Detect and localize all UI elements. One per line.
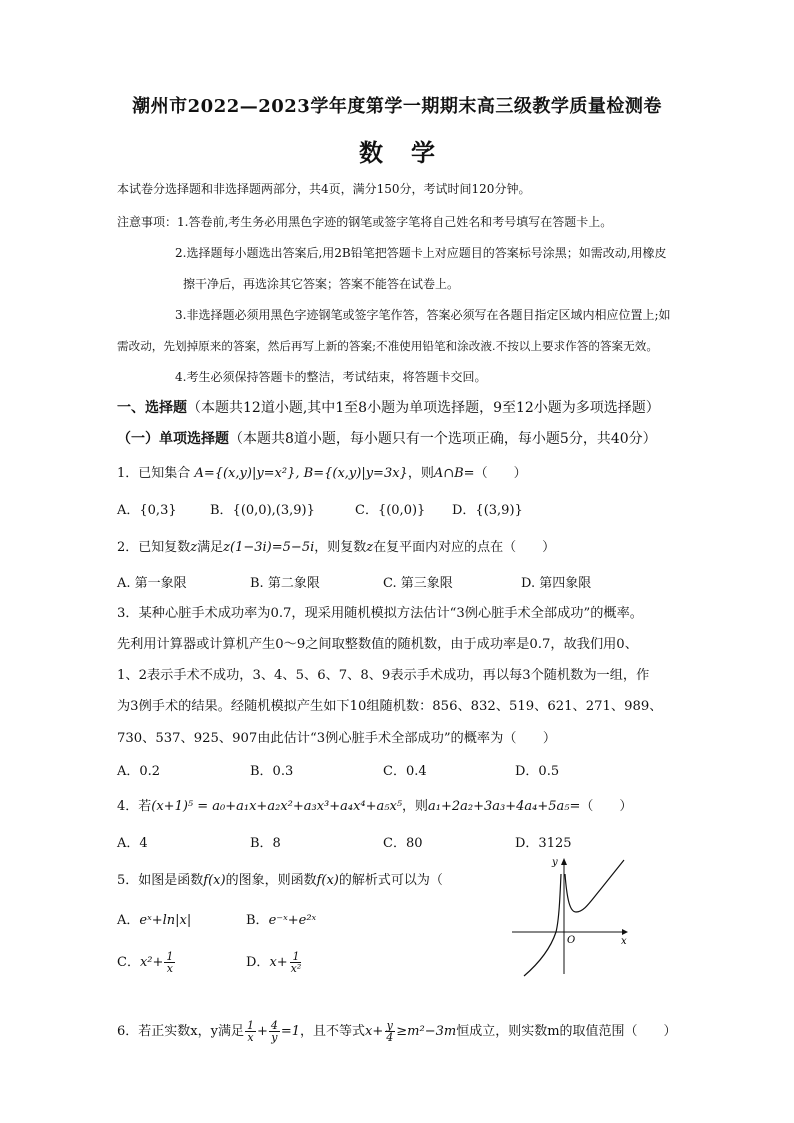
q5-d-frac-num: 1 <box>292 950 300 963</box>
part-1-heading <box>117 430 657 448</box>
q3-option-d: D．0.5 <box>515 764 560 779</box>
q5-c-frac-num: 1 <box>166 950 174 963</box>
q1-number: 1． <box>117 466 139 481</box>
q2-var-2: z <box>366 540 374 555</box>
q5-option-a <box>117 912 191 930</box>
subject-title: 数学 <box>359 138 463 167</box>
q4-number: 4．若 <box>117 799 152 814</box>
q5-option-a-label: A． <box>117 913 140 928</box>
note-4: 4.考生必须保持答题卡的整洁，考试结束，将答题卡交回。 <box>175 370 487 384</box>
section-1-title: 一、选择题 <box>117 400 187 416</box>
intro-text: 本试卷分选择题和非选择题两部分，共4页，满分150分，考试时间120分钟。 <box>117 182 531 196</box>
graph-x-label: x <box>621 936 627 947</box>
graph-origin-label: O <box>567 935 576 946</box>
q6-eq-tail: =1 <box>280 1024 301 1039</box>
q4-option-c: C．80 <box>383 836 423 851</box>
q1-text-a: 已知集合 <box>138 466 191 481</box>
part-1-title: （一）单项选择题 <box>117 431 229 447</box>
q1-text-b: ，则 <box>407 466 434 481</box>
note-2b: 擦干净后，再选涂其它答案；答案不能答在试卷上。 <box>183 277 460 291</box>
q2-text-d: 在复平面内对应的点在（ ） <box>373 540 556 555</box>
q5-option-d-fraction <box>289 951 304 974</box>
q5-option-c <box>117 950 176 976</box>
q3-line-3: 1、2表示手术不成功，3、4、5、6、7、8、9表示手术成功，再以每3个随机数为一组，作 <box>117 668 650 683</box>
q5-option-d-label: D． <box>246 955 270 970</box>
q2-var: z <box>190 540 198 555</box>
graph-right-branch <box>565 860 624 912</box>
q5-option-d-lead: x+ <box>269 955 288 970</box>
q3-line-2: 先利用计算器或计算机产生0～9之间取整数值的随机数，由于成功率是0.7，故我们用0、 <box>117 637 638 652</box>
q2-number: 2． <box>117 540 139 555</box>
q5-text-b: 的图象，则函数 <box>225 873 317 888</box>
notes-label: 注意事项： <box>117 215 178 229</box>
q2-option-a: A. 第一象限 <box>117 576 187 591</box>
q4-option-b: B．8 <box>250 836 281 851</box>
q4-paren: （ ） <box>580 799 633 814</box>
q3-line-4: 为3例手术的结果。经随机模拟产生如下10组随机数：856、832、519、621、271、989、 <box>117 699 663 714</box>
q4-option-a: A．4 <box>117 836 148 851</box>
q5-option-b-label: B． <box>246 913 269 928</box>
q2-text-a: 已知复数 <box>138 540 191 555</box>
q2-eq: z(1−3i)=5−5i <box>223 540 315 555</box>
note-1 <box>117 213 612 231</box>
q5-c-frac-den: x <box>166 962 173 975</box>
q4-expr: a₁+2a₂+3a₃+4a₄+5a₅= <box>428 799 581 814</box>
q5-text-c: 的解析式可以为（ <box>338 873 443 888</box>
q6-text-b: ，且不等式 <box>300 1024 366 1039</box>
graph-x-arrow <box>622 929 628 935</box>
q1-expr: A∩B= <box>433 466 475 481</box>
note-3b: 需改动，先划掉原来的答案，然后再写上新的答案;不准使用铅笔和涂改液.不按以上要求作答的答案无效。 <box>117 339 658 353</box>
graph-y-arrow <box>561 858 567 865</box>
q2-option-b: B. 第二象限 <box>250 576 320 591</box>
graph-left-branch <box>524 874 561 976</box>
q5-option-b <box>246 912 316 930</box>
q3-option-b: B．0.3 <box>250 764 294 779</box>
q3-line-1: 3．某种心脏手术成功率为0.7，现采用随机模拟方法估计“3例心脏手术全部成功”的概率。 <box>117 606 643 621</box>
q5-option-c-fraction <box>164 951 175 974</box>
question-6: 6．若正实数x，y满足 $\frac{1}{x}$ + $\frac{4}{y}$ =1，且不等式x+ $\frac{y}{4}$ ≥m²−3m恒成立，则实数m的取值范围（ ） <box>117 1019 677 1044</box>
note-2a: 2.选择题每小题选出答案后,用2B铅笔把答题卡上对应题目的答案标号涂黑；如需改动,用橡皮 <box>175 246 667 260</box>
q1-option-d: D．{(3,9)} <box>452 503 523 518</box>
q3-option-a: A．0.2 <box>117 764 161 779</box>
q4-text-b: ，则 <box>402 799 429 814</box>
q5-text-a: 5．如图是函数 <box>117 873 204 888</box>
q5-option-a-expr: eˣ+ln|x| <box>139 913 192 928</box>
q5-option-d <box>246 950 304 976</box>
q6-text-c: 恒成立，则实数m的取值范围（ ） <box>456 1024 677 1039</box>
q1-set-a: A={(x,y)|y=x²}, <box>194 466 300 481</box>
part-1-note: （本题共8道小题，每小题只有一个选项正确，每小题5分，共40分） <box>229 431 657 447</box>
q6-ineq-lead: x+ <box>365 1024 384 1039</box>
q6-frac-3 <box>384 1020 395 1043</box>
q1-paren: （ ） <box>474 466 527 481</box>
exam-title: 潮州市2022—2023学年度第学一期期末高三级教学质量检测卷 <box>132 96 662 117</box>
q6-frac-1 <box>245 1020 256 1043</box>
q4-option-d: D．3125 <box>515 836 572 851</box>
q6-f2-num: 4 <box>270 1019 278 1032</box>
question-4 <box>117 798 632 816</box>
q6-ineq-tail: ≥m²−3m <box>396 1024 457 1039</box>
q1-set-b: B={(x,y)|y=3x} <box>303 466 408 481</box>
q3-line-5: 730、537、925、907由此估计“3例心脏手术全部成功”的概率为（ ） <box>117 731 557 746</box>
q6-frac-2 <box>269 1020 280 1043</box>
q5-fx: f(x) <box>203 873 226 888</box>
note-1-text: 1.答卷前,考生务必用黑色字迹的钢笔或签字笔将自己姓名和考号填写在答题卡上。 <box>177 215 613 229</box>
q5-option-b-expr: e⁻ˣ+e²ˣ <box>268 913 317 928</box>
q6-f1-num: 1 <box>246 1019 254 1032</box>
q6-text-a: 6．若正实数x，y满足 <box>117 1024 244 1039</box>
q1-option-b: B．{(0,0),(3,9)} <box>210 503 315 518</box>
q6-f2-den: y <box>271 1031 278 1044</box>
q2-option-d: D. 第四象限 <box>521 576 592 591</box>
question-5 <box>117 872 443 890</box>
q5-function-graph <box>508 852 638 977</box>
q1-option-a: A．{0,3} <box>117 503 177 518</box>
q6-f3-num: y <box>386 1019 393 1032</box>
q2-option-c: C. 第三象限 <box>383 576 453 591</box>
question-2 <box>117 539 555 557</box>
note-3a: 3.非选择题必须用黑色字迹钢笔或签字笔作答，答案必须写在各题目指定区域内相应位置上;如 <box>175 308 671 322</box>
q2-text-b: 满足 <box>197 540 224 555</box>
graph-y-label: y <box>552 857 558 868</box>
question-1 <box>117 465 527 483</box>
q6-f3-den: 4 <box>386 1031 394 1044</box>
q5-d-frac-den: x² <box>290 962 302 975</box>
section-1-note: （本题共12道小题,其中1至8小题为单项选择题，9至12小题为多项选择题） <box>187 400 660 416</box>
q5-fx-2: f(x) <box>316 873 339 888</box>
q3-option-c: C．0.4 <box>383 764 427 779</box>
section-1-heading <box>117 399 660 417</box>
q1-option-c: C．{(0,0)} <box>355 503 426 518</box>
q6-f1-den: x <box>247 1031 254 1044</box>
q5-option-c-label: C． <box>117 955 140 970</box>
q4-eq: (x+1)⁵ = a₀+a₁x+a₂x²+a₃x³+a₄x⁴+a₅x⁵ <box>151 799 403 814</box>
q5-option-c-lead: x²+ <box>139 955 164 970</box>
q2-text-c: ，则复数 <box>314 540 367 555</box>
